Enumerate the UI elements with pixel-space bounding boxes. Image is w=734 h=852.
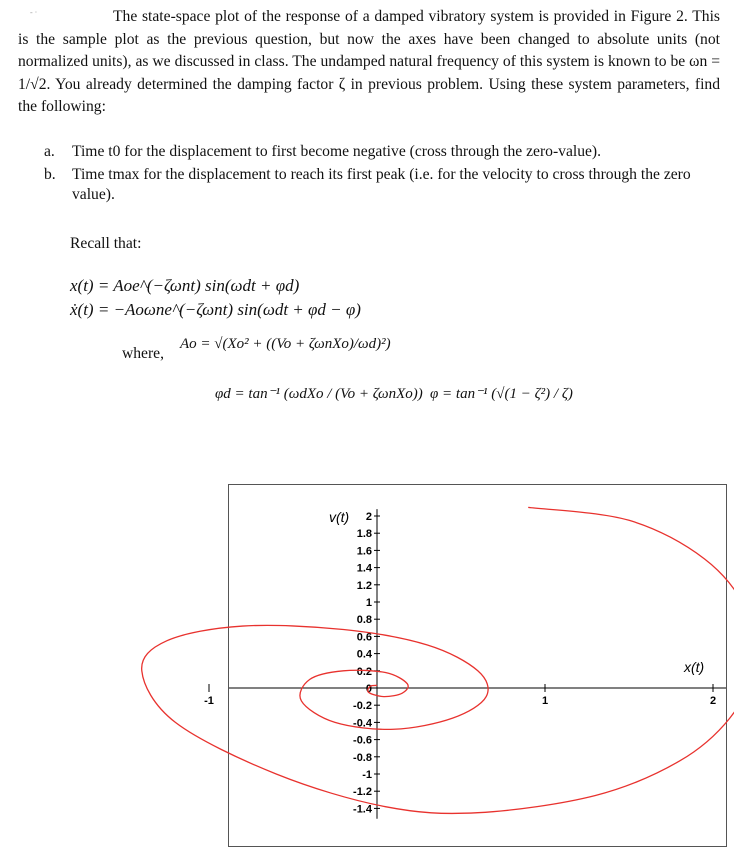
y-tick-label: -0.8	[353, 751, 372, 764]
equation-xdot: ẋ(t) = −Aoωne^(−ζωnt) sin(ωdt + φd − φ)	[70, 300, 361, 319]
y-tick-label: 1.6	[356, 545, 372, 558]
equation-a0: Ao = √(Xo² + ((Vo + ζωnXo)/ωd)²)	[180, 336, 391, 352]
y-tick-label: 1.2	[356, 579, 372, 592]
y-tick-label: 1.4	[356, 562, 372, 575]
y-tick-label: 1.8	[356, 528, 372, 541]
y-tick-label: -1.4	[353, 803, 372, 816]
equation-x: x(t) = Aoe^(−ζωnt) sin(ωdt + φd)	[70, 276, 300, 295]
list-item	[44, 142, 724, 162]
x-tick-label: -1	[204, 695, 214, 707]
task-list	[44, 142, 724, 208]
list-item-text: Time t0 for the displacement to first become negative (cross through the zero-value).	[72, 143, 602, 160]
list-item-text: Time tmax for the displacement to reach its first peak (i.e. for the velocity to cross through the zero value).	[72, 166, 691, 203]
y-tick-label: 2	[365, 511, 372, 523]
y-tick-label: -1	[362, 769, 372, 781]
y-tick-label: 1	[365, 597, 372, 609]
y-tick-label: -0.4	[353, 717, 372, 730]
equation-phid: φd = tan⁻¹ (ωdXo / (Vo + ζωnXo))	[215, 386, 423, 402]
phase-plot-frame	[204, 484, 727, 847]
x-axis-label: x(t)	[684, 659, 705, 675]
y-axis-label: v(t)	[329, 509, 350, 525]
where-label: where,	[122, 345, 164, 362]
recall-heading: Recall that:	[70, 235, 142, 252]
x-tick-label: 2	[709, 695, 717, 707]
x-tick-label: 1	[541, 695, 549, 707]
y-tick-label: -1.2	[353, 786, 372, 799]
series-line	[142, 507, 734, 816]
phase-plot	[204, 485, 726, 846]
y-tick-label: -0.2	[353, 700, 372, 713]
y-tick-label: -0.6	[353, 734, 372, 747]
y-tick-label: 0.8	[356, 614, 372, 627]
y-tick-label: 0.6	[356, 631, 372, 644]
equation-phi: φ = tan⁻¹ (√(1 − ζ²) / ζ)	[430, 386, 573, 402]
stray-mark: ‐ ·	[30, 8, 38, 17]
problem-intro	[18, 6, 720, 119]
list-item-label: a.	[44, 143, 55, 160]
y-tick-label: 0	[365, 683, 372, 695]
list-item-label: b.	[44, 166, 56, 183]
intro-text: The state-space plot of the response of a damped vibratory system is provided in Figure 2. This is the sample plot as the previous question, but now the axes have been changed to absolute units (not normalized units), as we discussed in class. The undamped natural frequency of this system is known to be ωn = 1/√2. You already determined the damping factor ζ in previous problem. Using these system parameters, find the following:	[18, 8, 720, 116]
y-tick-label: 0.2	[356, 665, 372, 678]
list-item	[44, 165, 724, 205]
y-tick-label: 0.4	[356, 648, 372, 661]
